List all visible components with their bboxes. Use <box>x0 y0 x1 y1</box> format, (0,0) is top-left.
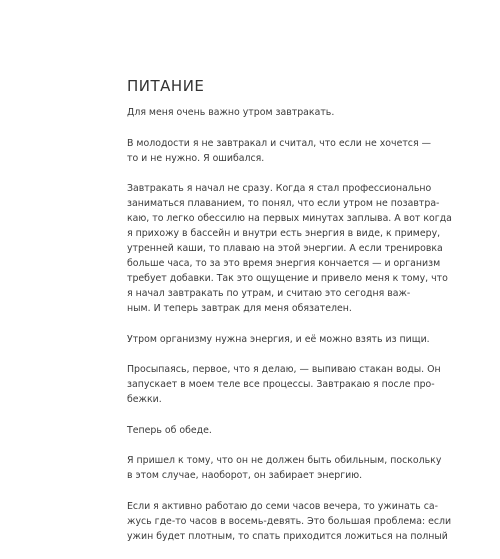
paragraph <box>127 423 375 438</box>
chapter-heading: ПИТАНИЕ <box>127 77 205 95</box>
paragraph <box>127 105 375 120</box>
text-line: Для меня очень важно утром завтракать. <box>127 107 335 118</box>
paragraph <box>127 181 452 316</box>
text-line: то и не нужно. Я ошибался. <box>127 152 265 164</box>
text-line: утренней каши, то плаваю на этой энергии. А если тренировка <box>127 243 443 254</box>
text-line: Просыпаясь, первое, что я делаю, — выпиваю стакан воды. Он <box>127 364 441 375</box>
paragraph <box>127 453 442 483</box>
text-line: каю, то легко обессилю на первых минутах заплыва. А вот когда <box>127 213 452 224</box>
text-line: бежки. <box>127 394 162 405</box>
text-line: ужин будет плотным, то спать приходится ложиться на полный <box>127 530 448 542</box>
text-line: в этом случае, наоборот, он забирает энергию. <box>127 470 363 481</box>
page-content <box>127 76 452 559</box>
text-line: больше часа, то за это время энергия кончается — и организм <box>127 258 441 269</box>
text-line: В молодости я не завтракал и считал, что если не хочется — <box>127 137 431 149</box>
text-line: я прихожу в бассейн и внутри есть энергия в виде, к примеру, <box>127 228 441 239</box>
text-line: Если я активно работаю до семи часов вечера, то ужинать са- <box>127 500 438 512</box>
paragraph <box>127 499 452 544</box>
paragraph-list <box>127 105 452 544</box>
text-line: Утром организму нужна энергия, и её можно взять из пищи. <box>127 333 430 345</box>
text-line: Теперь об обеде. <box>127 424 212 436</box>
text-line: требует добавки. Так это ощущение и привело меня к тому, что <box>127 273 448 284</box>
paragraph <box>127 362 441 407</box>
text-line: жусь где-то часов в восемь-девять. Это большая проблема: если <box>127 515 452 527</box>
paragraph <box>127 136 431 166</box>
text-line: запускает в моем теле все процессы. Завтракаю я после про- <box>127 379 435 390</box>
text-line: ным. И теперь завтрак для меня обязателен. <box>127 303 352 314</box>
text-line: я начал завтракать по утрам, и считаю это сегодня важ- <box>127 288 411 299</box>
text-line: Я пришел к тому, что он не должен быть обильным, поскольку <box>127 455 442 466</box>
text-line: заниматься плаванием, то понял, что если утром не позавтра- <box>127 198 440 209</box>
paragraph <box>127 332 430 347</box>
text-line: Завтракать я начал не сразу. Когда я стал профессионально <box>127 183 432 194</box>
